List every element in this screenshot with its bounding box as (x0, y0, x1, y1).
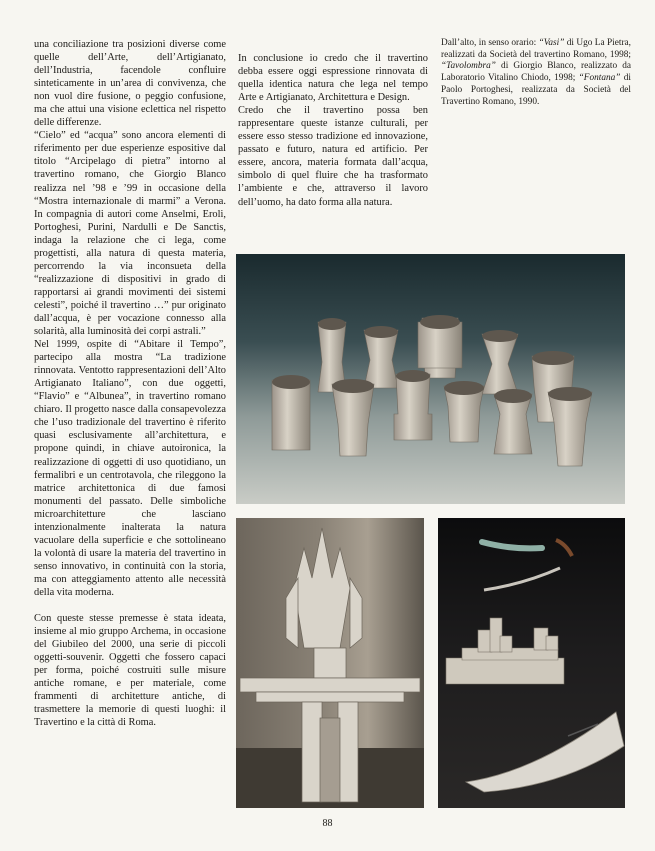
paragraph: Con queste stesse premesse è stata ideata, insieme al mio gruppo Archema, in occasione del Giubileo del 2000, una serie di piccoli oggetti-souvenir. Oggetti che fossero capaci per forma, poiché costruiti sulle misure antiche romane, e per materiale, come frammenti di architetture antiche, di trasmettere la memorie di questi luoghi: il Travertino e la città di Roma. (34, 613, 226, 729)
paragraph: Credo che il travertino possa ben rappresentare queste istanze culturali, per essere esso stesso tradizione ed innovazione, passato e futuro, natura ed artificio. Per essere, ancora, materia formata dall’acqua, simbolo di quel fluire che ha trasformato l’ambiente e che, attraverso il lavoro dell’uomo, ha dato forma alla natura. (238, 105, 428, 208)
caption-text: di Giorgio Blanco, realizzato da Laboratorio Vitalino Chiodo, 1998; (441, 61, 631, 84)
paragraph: In conclusione io credo che il travertino debba essere oggi espressione rinnovata di quella identica natura che lega nel tempo Arte e Artigianato, Architettura e Design. (238, 53, 428, 104)
photo-caption (441, 38, 631, 108)
paragraph: Nel 1999, ospite di “Abitare il Tempo”, partecipo alla mostra “La tradizione rinnovata. Ventotto rappresentazioni dell’Alto Artigianato Italiano”, con due oggetti, “Flavio” e “Albunea”, in travertino romano chiaro. Il progetto nasce dalla consapevolezza che l’uso tradizionale del travertino è riferito quasi esclusivamente all’architettura, e propone quindi, in chiave autoironica, la realizzazione di oggetti di uso quotidiano, un fermalibri e un centrotavola, che rileggono la matrice architettonica di due famosi monumenti del passato. Delle simboliche microarchitetture che lasciano intenzionalmente inalterata la natura vacuolare della superficie e che sottolineano la volontà di usare la materia del travertino in senso innovativo, in continuità con la storia, ma con atteggiamento attento alle necessità della vita moderna. (34, 339, 226, 598)
text-column-left (34, 38, 226, 729)
paragraph: una conciliazione tra posizioni diverse come quelle dell’Arte, dell’Artigianato, dell’Industria, facendole confluire sinteticamente in un’area di convivenza, che non vuol dire fusione, o peggio confusione, ma che attui una visione eclettica nel rispetto delle differenze. (34, 39, 226, 129)
text-column-middle (238, 52, 428, 209)
photo-tavolombra (236, 518, 424, 808)
tavolombra-illustration (236, 518, 424, 808)
caption-text: di Ugo La Pietra, realizzati da Società del travertino Romano, 1998; (441, 38, 631, 60)
caption-title: “Fontana” (578, 73, 621, 84)
photo-fontana (438, 518, 625, 808)
caption-title: “Tavolombra” (441, 61, 496, 72)
fontana-illustration (438, 518, 625, 808)
photo-vasi (236, 254, 625, 504)
caption-text: di Paolo Portoghesi, realizzata da Società del Travertino Romano, 1990. (441, 73, 631, 107)
vases-illustration (236, 254, 625, 504)
page-number: 88 (322, 818, 333, 829)
paragraph: “Cielo” ed “acqua” sono ancora elementi di riferimento per due esperienze espositive dal titolo “Arcipelago di pietra” intorno al travertino romano, che Giorgio Blanco realizza nel ’98 e ’99 in occasione della “Mostra internazionale di marmi” a Verona. In compagnia di autori come Anselmi, Eroli, Portoghesi, Purini, Nardulli e De Sanctis, indaga la relazione che ci lega, come progettisti, alla natura di questa materia, percorrendo la via inconsueta della “realizzazione di dispositivi in grado di rapportarsi ai grandi movimenti dei sistemi celesti”, poiché il travertino …” pur originato dall’acqua, è per vocazione connesso alla solarità, alla luminosità dei corpi astrali.” (34, 130, 226, 338)
caption-title: “Vasi” (538, 38, 565, 48)
caption-intro: Dall’alto, in senso orario: (441, 38, 539, 48)
